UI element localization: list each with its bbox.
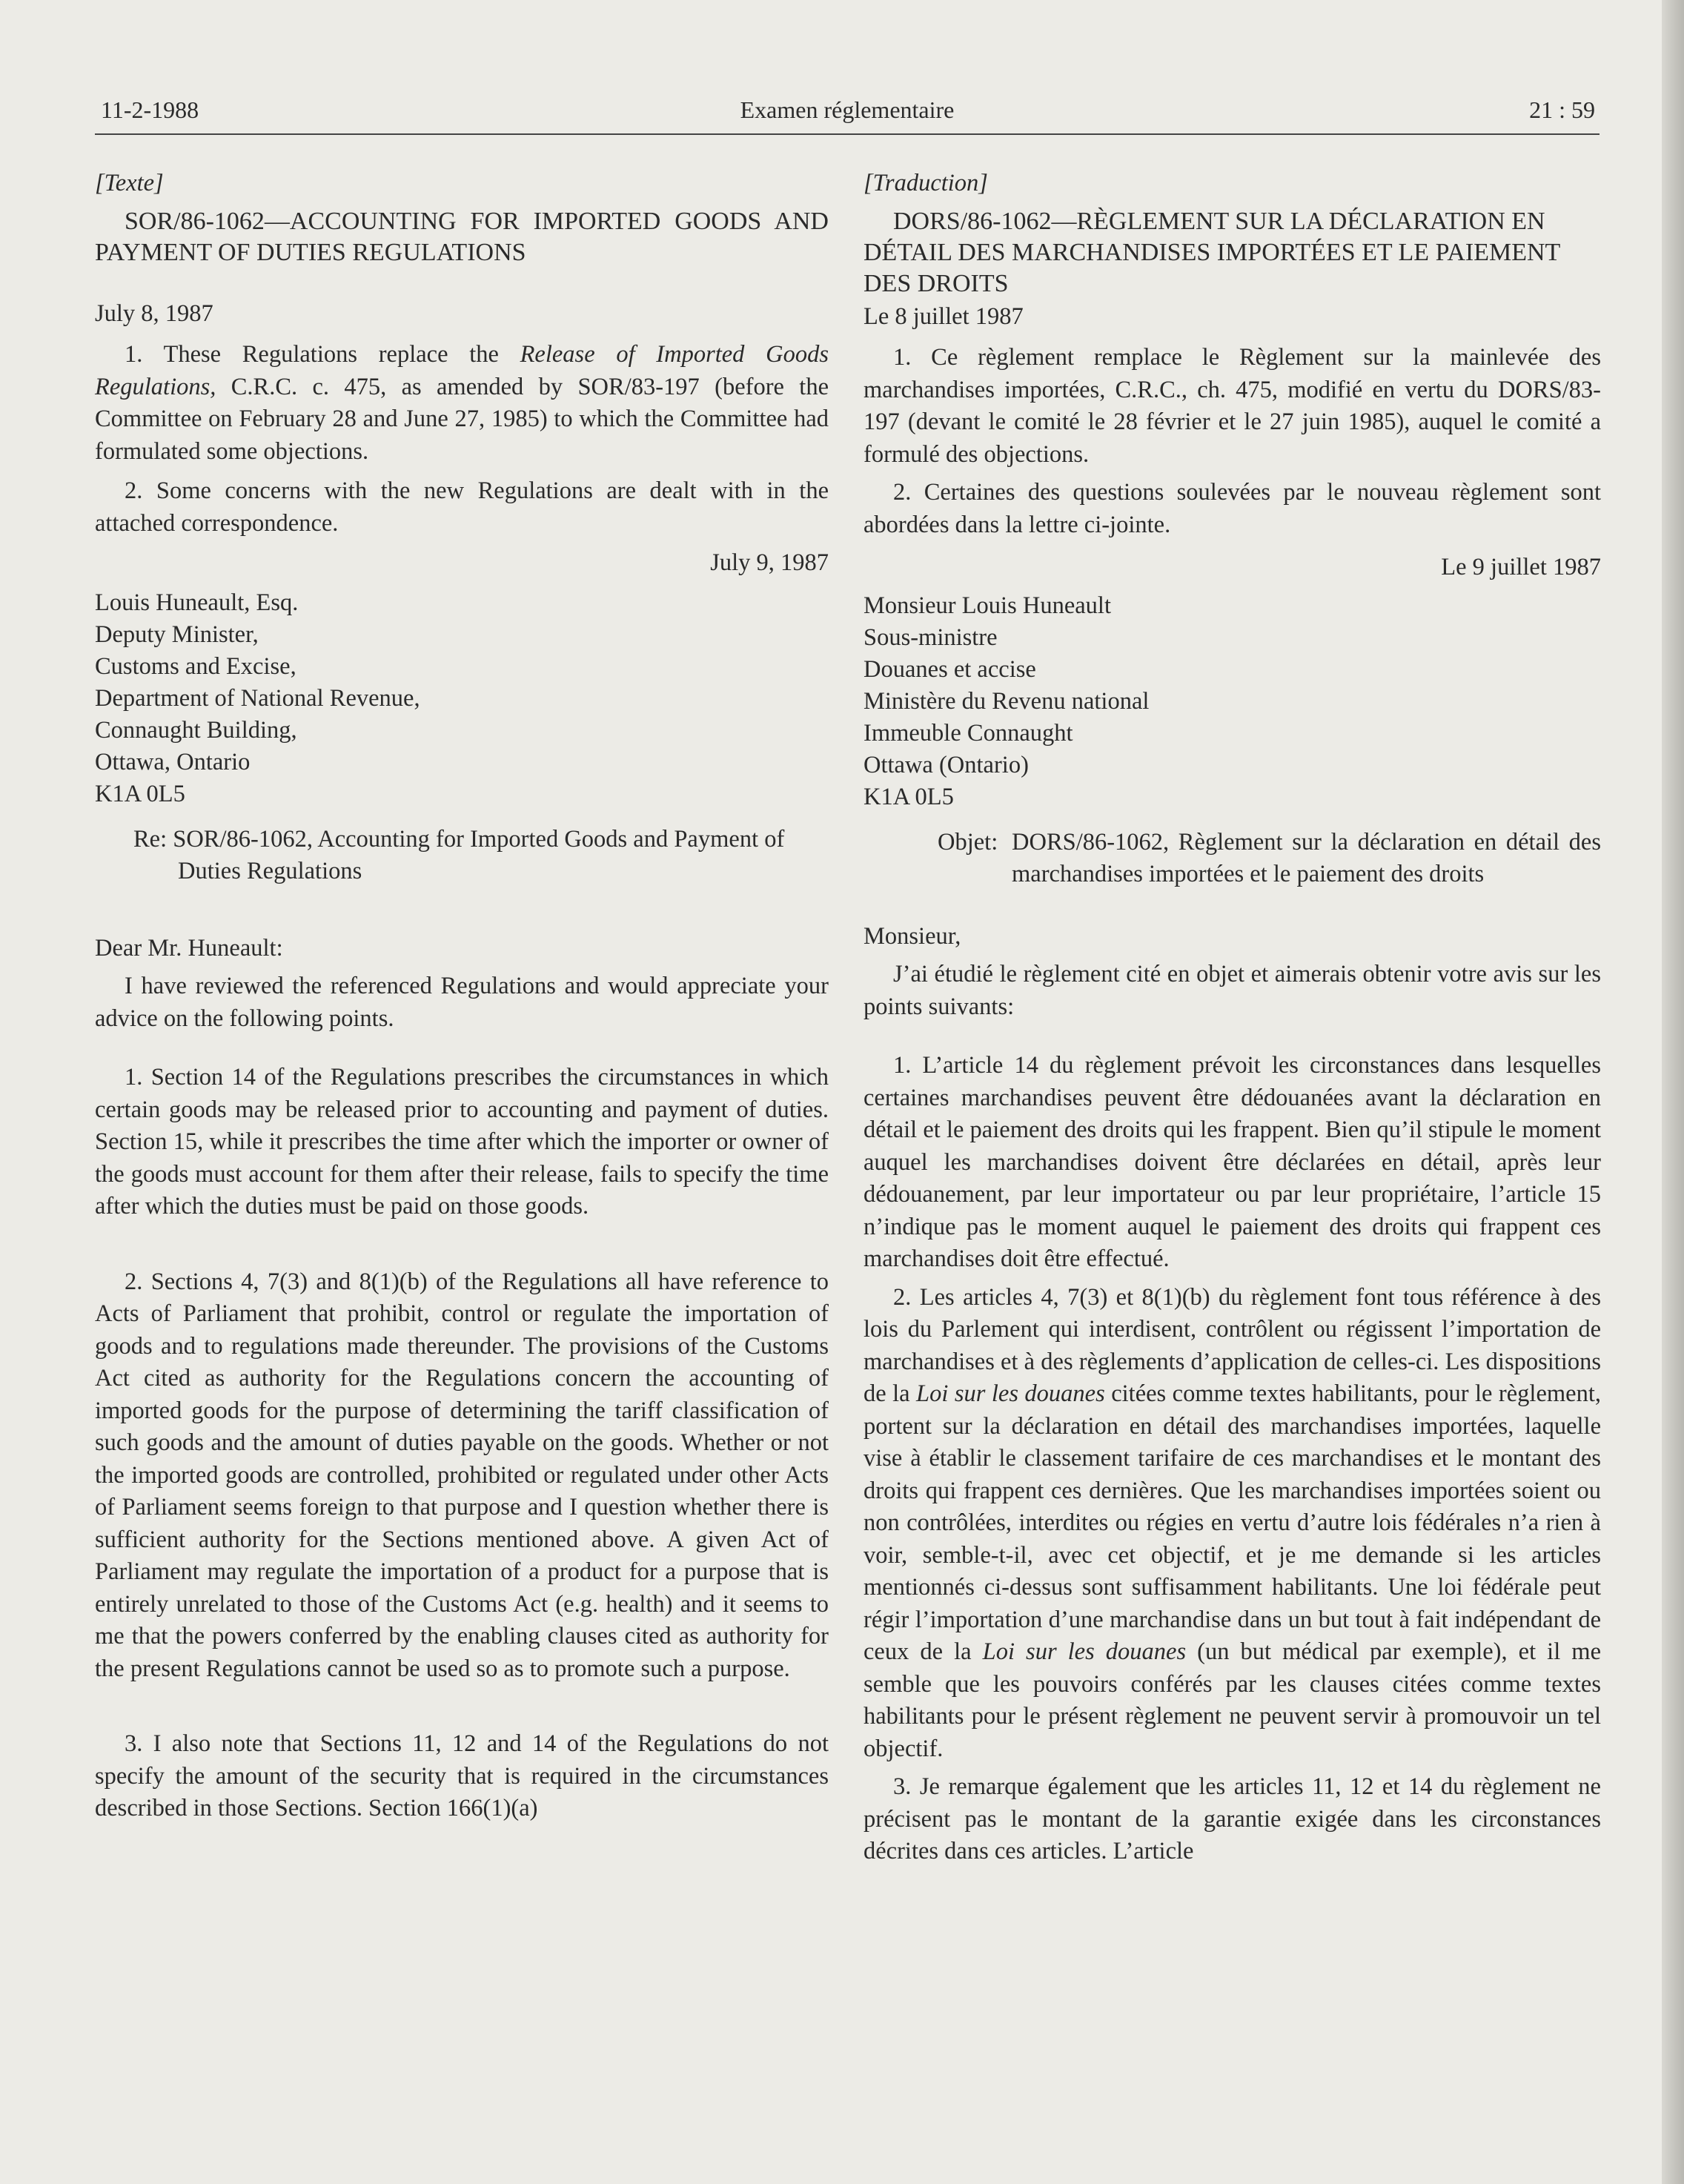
address-line: K1A 0L5 xyxy=(95,780,185,807)
objet-block xyxy=(863,827,1601,891)
paragraph-2: 2. Some concerns with the new Regulations are dealt with in the attached correspondence. xyxy=(95,477,829,537)
header-page-number: 21 : 59 xyxy=(1529,96,1595,123)
page-edge xyxy=(1662,0,1684,2184)
address-line: Deputy Minister, xyxy=(95,621,259,648)
objet-text: DORS/86-1062, Règlement sur la déclaration en détail des marchandises importées et le paiement des droits xyxy=(1012,828,1601,887)
point-1: 1. Section 14 of the Regulations prescribes the circumstances in which certain goods may be released prior to accounting and payment of duties. Section 15, while it prescribes the time after which the importer or owner of the goods must account for them after their release, fails to specify the time after which the duties must be paid on those goods. xyxy=(95,1064,829,1220)
address-block xyxy=(95,587,829,810)
paragraph-2-fr: 2. Certaines des questions soulevées par le nouveau règlement sont abordées dans la lettre ci-jointe. xyxy=(863,479,1601,538)
intro-paragraph: I have reviewed the referenced Regulations and would appreciate your advice on the following points. xyxy=(95,973,829,1032)
regulation-title-fr: DORS/86-1062—RÈGLEMENT SUR LA DÉCLARATION EN DÉTAIL DES MARCHANDISES IMPORTÉES ET LE PAIEMENT DES DROITS xyxy=(863,207,1560,297)
address-line: Connaught Building, xyxy=(95,716,297,744)
point-2-fr-b: citées comme textes habilitants, pour le règlement, portent sur la déclaration en détail des marchandises importées, laquelle vise à établir le classement tarifaire de ces marchandises et le montant des droits qui frappent ces dernières. Que les marchandises importées soient ou non contrôlées, interdites ou régies en vertu d’autre lois fédérales n’a rien à voir, semble-t-il, avec cet objectif, et je me demande si les articles mentionnés ci-dessus sont suffisamment habilitants. Une loi fédérale peut régir l’importation d’une marchandise dans un but tout à fait indépendant de ceux de la xyxy=(863,1380,1601,1665)
address-line: Ottawa (Ontario) xyxy=(863,751,1029,778)
address-line: Customs and Excise, xyxy=(95,652,296,680)
point-2-fr-a: 2. Les articles 4, 7(3) et 8(1)(b) du règlement font tous référence à des lois du Parlement qui interdisent, contrôlent ou régissent l’importation de marchandises et à des règlements d’application de celles-ci. Les dispositions de la xyxy=(863,1283,1601,1407)
address-line: Louis Huneault, Esq. xyxy=(95,589,299,616)
point-3-fr: 3. Je remarque également que les articles 11, 12 et 14 du règlement ne précisent pas le montant de la garantie exigée dans les circonstances décrites dans ces articles. L’article xyxy=(863,1773,1601,1864)
page-header xyxy=(95,93,1600,135)
french-column xyxy=(863,168,1601,1868)
header-date: 11-2-1988 xyxy=(101,96,199,123)
address-line: Ministère du Revenu national xyxy=(863,687,1150,715)
address-line: Monsieur Louis Huneault xyxy=(863,592,1111,619)
objet-label: Objet: xyxy=(938,828,998,856)
salutation-fr: Monsieur, xyxy=(863,922,961,950)
regulation-title: SOR/86-1062—ACCOUNTING FOR IMPORTED GOODS AND PAYMENT OF DUTIES REGULATIONS xyxy=(95,207,829,266)
letter-date: July 9, 1987 xyxy=(710,549,829,576)
point-3: 3. I also note that Sections 11, 12 and 14 of the Regulations do not specify the amount of the security that is required in the circumstances described in those Sections. Section 166(1)(a) xyxy=(95,1730,829,1821)
point-2: 2. Sections 4, 7(3) and 8(1)(b) of the Regulations all have reference to Acts of Parliament that prohibit, control or regulate the importation of goods and to regulations made thereunder. The provisions of the Customs Act cited as authority for the Regulations concern the accounting of imported goods for the purpose of determining the tariff classification of such goods and the amount of duties payable on the goods. Whether or not the imported goods are controlled, prohibited or regulated under other Acts of Parliament seems foreign to that purpose and I question whether there is sufficient authority for the Sections mentioned above. A given Act of Parliament may regulate the importation of a product for a purpose that is entirely unrelated to those of the Customs Act (e.g. health) and it seems to me that the powers conferred by the enabling clauses cited as authority for the present Regulations cannot be used so as to promote such a purpose. xyxy=(95,1268,829,1682)
paragraph-1-end: C.R.C. c. 475, as amended by SOR/83-197 (before the Committee on February 28 and June 27, 1985) to which the Committee had formulated some objections. xyxy=(95,373,829,465)
english-column xyxy=(95,168,829,1825)
point-2-fr-italic-2: Loi sur les douanes xyxy=(982,1638,1187,1665)
paragraph-1 xyxy=(95,339,829,468)
point-2-fr-italic-1: Loi sur les douanes xyxy=(916,1380,1105,1407)
paragraph-1-italic: Release of Imported Goods Regulations, xyxy=(95,341,829,400)
address-line: Douanes et accise xyxy=(863,655,1036,683)
paragraph-1-fr: 1. Ce règlement remplace le Règlement sur la mainlevée des marchandises importées, C.R.C., ch. 475, modifié en vertu du DORS/83-197 (devant le comité le 28 février et le 27 juin 1985), auquel le comité a formulé des objections. xyxy=(863,344,1601,468)
address-line: Sous-ministre xyxy=(863,623,998,651)
re-line: Re: SOR/86-1062, Accounting for Imported Goods and Payment of Duties Regulations xyxy=(133,825,785,884)
entry-date: July 8, 1987 xyxy=(95,300,213,327)
point-2-fr xyxy=(863,1282,1601,1766)
address-line: Ottawa, Ontario xyxy=(95,748,251,775)
address-line: Department of National Revenue, xyxy=(95,684,420,712)
point-1-fr: 1. L’article 14 du règlement prévoit les circonstances dans lesquelles certaines marchandises peuvent être dédouanées avant la déclaration en détail et le paiement des droits qui les frappent. Bien qu’il stipule le moment auquel les marchandises doivent être déclarées en détail, après leur dédouanement, par leur importateur ou par leur propriétaire, l’article 15 n’indique pas le moment auquel le paiement des droits qui frappent ces marchandises doit être effectué. xyxy=(863,1052,1601,1272)
translation-label: [Traduction] xyxy=(863,170,988,196)
entry-date-fr: Le 8 juillet 1987 xyxy=(863,302,1024,330)
address-line: Immeuble Connaught xyxy=(863,719,1073,747)
point-2-fr-c: (un but médical par exemple), et il me semble que les pouvoirs conférés par les clauses citées comme textes habilitants pour le présent règlement ne peuvent servir à promouvoir un tel objectif. xyxy=(863,1638,1601,1762)
salutation: Dear Mr. Huneault: xyxy=(95,934,283,962)
letter-date-fr: Le 9 juillet 1987 xyxy=(1441,554,1601,580)
header-title: Examen réglementaire xyxy=(740,96,955,123)
address-block-fr xyxy=(863,590,1601,813)
paragraph-1-start: 1. These Regulations replace the xyxy=(125,341,520,368)
address-line: K1A 0L5 xyxy=(863,783,954,810)
text-label: [Texte] xyxy=(95,170,164,196)
intro-paragraph-fr: J’ai étudié le règlement cité en objet et aimerais obtenir votre avis sur les points suivants: xyxy=(863,961,1601,1020)
